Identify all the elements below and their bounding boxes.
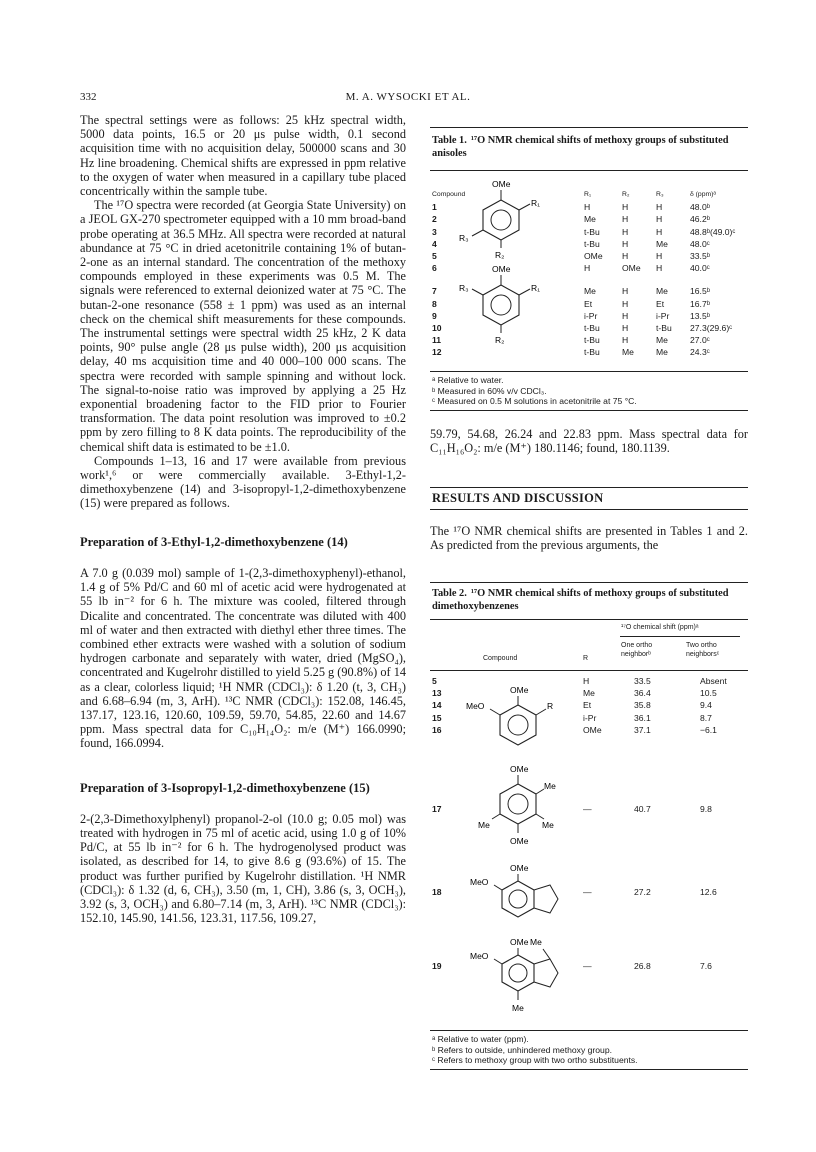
- r2-value: H: [622, 286, 629, 297]
- table-1-caption: [432, 135, 748, 160]
- r3-value: H: [656, 214, 663, 225]
- footnote-a: ᵃ Relative to water.: [432, 375, 504, 385]
- compound-number: 7: [432, 286, 437, 297]
- left-column: [80, 113, 406, 925]
- paragraph-results: The ¹⁷O NMR chemical shifts are presented in Tables 1 and 2. As predicted from the previous arguments, the: [430, 524, 748, 553]
- ome-label: OMe: [510, 937, 529, 947]
- r3-value: H: [656, 226, 663, 237]
- r1-value: t-Bu: [584, 335, 600, 346]
- shift-value: 40.0ᶜ: [690, 263, 710, 274]
- compound-number: 9: [432, 310, 437, 321]
- column-header-shift: δ (ppm)ᵃ: [690, 191, 716, 198]
- table-2-footnotes: [432, 1034, 748, 1066]
- two-ortho-value: 9.4: [700, 700, 712, 711]
- me-label: Me: [478, 820, 490, 830]
- r3-value: Me: [656, 286, 668, 297]
- r-value: —: [583, 887, 592, 897]
- table-2-label: Table 2.: [432, 588, 467, 599]
- compound-number: 8: [432, 298, 437, 309]
- shift-value: 48.0ᶜ: [690, 238, 710, 249]
- r-value: Et: [583, 700, 592, 711]
- table-2-structure-18: [460, 861, 580, 931]
- r-label: R: [547, 701, 554, 711]
- footnote-c: ᶜ Refers to methoxy group with two ortho substituents.: [432, 1055, 638, 1065]
- r1-label: R₁: [531, 283, 541, 293]
- table-2-super-rule: [620, 636, 740, 637]
- r3-value: t-Bu: [656, 323, 672, 334]
- r1-value: i-Pr: [584, 310, 598, 321]
- footnote-b: ᵇ Measured in 60% v/v CDCl₃.: [432, 385, 547, 396]
- compound-number: 19: [432, 961, 442, 971]
- r3-label: R₃: [459, 283, 469, 293]
- table-1-bottom-rule: [430, 371, 748, 372]
- r-value: Me: [583, 688, 595, 699]
- section-heading-prep-15: Preparation of 3-Isopropyl-1,2-dimethoxybenzene (15): [80, 780, 370, 795]
- shift-value: 48.8ᵇ(49.0)ᶜ: [690, 226, 736, 237]
- r-value: —: [583, 961, 592, 971]
- compound-number: 16: [432, 724, 442, 735]
- r2-value: H: [622, 323, 629, 334]
- two-ortho-value: 10.5: [700, 688, 717, 699]
- compound-number: 2: [432, 214, 437, 225]
- footnote-b: ᵇ Refers to outside, unhindered methoxy group.: [432, 1044, 612, 1055]
- table-2-end-rule: [430, 1069, 748, 1070]
- shift-value: 13.5ᵇ: [690, 310, 710, 321]
- r1-label: R₁: [531, 198, 541, 208]
- results-bottom-rule: [430, 509, 748, 510]
- table-2-top-rule: [430, 582, 748, 583]
- column-header-compound: Compound: [483, 655, 518, 662]
- paragraph-mass-spectral: 59.79, 54.68, 26.24 and 22.83 ppm. Mass spectral data for C₁₁H₁₆O₂: m/e (M⁺) 180.1146; found, 180.1139.: [430, 427, 748, 456]
- table-1-header-rule: [430, 170, 748, 171]
- r1-value: t-Bu: [584, 347, 600, 358]
- compound-number: 5: [432, 676, 437, 686]
- one-ortho-value: 26.8: [634, 961, 651, 971]
- me-label: Me: [542, 820, 554, 830]
- table-2-header-rule: [430, 670, 748, 671]
- table-1-end-rule: [430, 410, 748, 411]
- page-number: 332: [80, 91, 97, 103]
- shift-value: 46.2ᵇ: [690, 214, 710, 225]
- me-label: Me: [512, 1003, 524, 1013]
- paragraph-spectral-settings: The spectral settings were as follows: 25 kHz spectral width, 5000 data points, 16.5 or 20 μs pulse width, 0.1 second acquisition time with no acquisition delay, 500000 scans and 30 Hz line broadening. Chemical shifts are expressed in ppm relative to the oxygen of water when measured in a capillary tube placed concentrically within the sample tube.: [80, 113, 406, 199]
- paragraph-prep-15: 2-(2,3-Dimethoxylphenyl) propanol-2-ol (10.0 g; 0.05 mol) was treated with hydrogen in 75 ml of acetic acid, using 1.0 g of 10% Pd/C, at 55 lb in⁻² for 6 h. The hydrogenolysed product was isolated, as described for 14, to give 8.6 g (93.6%) of 15. The product was further purified by Kugelrohr distillation. ¹H NMR (CDCl₃): δ 1.32 (d, 6, CH₃), 3.50 (m, 1, CH), 3.86 (s, 3, OCH₃), 3.92 (s, 3, OCH₃) and 6.80–7.14 (m, 3, ArH). ¹³C NMR (CDCl₃): 152.10, 145.90, 141.56, 123.31, 117.56, 109.27,: [80, 811, 406, 926]
- compound-number: 11: [432, 335, 442, 346]
- paragraph-prep-14: A 7.0 g (0.039 mol) sample of 1-(2,3-dimethoxyphenyl)-ethanol, 1.4 g of 5% Pd/C and 60 ml of acetic acid were hydrogenated at 55 lb in⁻² for 6 h. The mixture was cooled, filtered through Dicalite and concentrated. The concentrate was diluted with 400 ml of water and then extracted with diethyl ether three times. The combined ether extracts were washed with a solution of sodium hydrogen carbonate and separately with water, dried (MgSO₄), concentrated and Kugelrohr distilled to yield 5.25 g (90.8%) of 14 as a clear, colorless liquid; ¹H NMR (CDCl₃): δ 1.20 (t, 3, CH₃) and 6.68–6.94 (m, 3, ArH). ¹³C NMR (CDCl₃): 152.08, 146.45, 137.17, 123.16, 120.60, 109.59, 59.70, 54.85, 22.60 and 14.67 ppm. Mass spectral data for C₁₀H₁₄O₂: m/e (M⁺) 166.0990; found, 166.0994.: [80, 565, 406, 751]
- results-section: [430, 487, 748, 552]
- r3-value: H: [656, 202, 663, 213]
- one-ortho-value: 27.2: [634, 887, 651, 897]
- table-2-caption: [432, 588, 748, 613]
- r2-value: H: [622, 214, 629, 225]
- shift-value: 16.7ᵇ: [690, 298, 710, 309]
- r1-value: H: [584, 202, 591, 213]
- one-ortho-value: 33.5: [634, 676, 651, 686]
- section-heading-prep-14: Preparation of 3-Ethyl-1,2-dimethoxybenzene (14): [80, 534, 348, 549]
- compound-number: 4: [432, 238, 437, 249]
- compound-number: 14: [432, 700, 442, 711]
- two-ortho-value: 7.6: [700, 961, 712, 971]
- compound-number: 13: [432, 688, 442, 699]
- r3-value: Me: [656, 238, 668, 249]
- r-value: —: [583, 804, 592, 814]
- r2-value: H: [622, 310, 629, 321]
- table-1-structure-anisole: [460, 175, 580, 265]
- r1-value: OMe: [584, 251, 603, 262]
- r2-value: H: [622, 298, 629, 309]
- compound-number: 1: [432, 202, 437, 213]
- meo-label: MeO: [470, 951, 489, 961]
- footnote-a: ᵃ Relative to water (ppm).: [432, 1034, 529, 1044]
- r2-value: Me: [622, 347, 634, 358]
- r-value: OMe: [583, 724, 602, 735]
- r2-value: H: [622, 226, 629, 237]
- table-2-structure-dimethoxybenzene: [460, 679, 580, 754]
- table-1-structure-hindered-anisole: [460, 260, 580, 350]
- r1-value: Et: [584, 298, 593, 309]
- me-label: Me: [544, 781, 556, 791]
- two-ortho-value: 12.6: [700, 887, 717, 897]
- table-1-top-rule: [430, 127, 748, 128]
- running-title: M. A. WYSOCKI ET AL.: [345, 91, 471, 103]
- r3-value: Et: [656, 298, 665, 309]
- r1-value: Me: [584, 286, 596, 297]
- r2-value: H: [622, 335, 629, 346]
- r1-value: t-Bu: [584, 238, 600, 249]
- column-header-two-ortho: Two ortho neighborsᶜ: [686, 642, 720, 658]
- r2-value: H: [622, 238, 629, 249]
- r3-label: R₃: [459, 233, 469, 243]
- meo-label: MeO: [466, 701, 485, 711]
- paragraph-17o-spectra: The ¹⁷O spectra were recorded (at Georgia State University) on a JEOL GX-270 spectrometer equipped with a 10 mm broad-band probe operating at 36.5 MHz. All spectra were recorded at natural abundance at 75 °C in dried acetonitrile containing 1% of butan-2-one as an internal standard. The concentration of the methoxy compounds employed in these experiments was 0.5 M. The signals were referenced to external deionized water at 75 °C. The butan-2-one resonance (558 ± 1 ppm) was used as an internal check on the chemical shift measurements for these compounds. The instrumental settings were spectral width 25 kHz, 2 K data points, 90° pulse angle (28 μs pulse width), 200 μs acquisition delay, 40 ms acquisition time and 40 000–100 000 scans. The spectra were recorded with sample spinning and without lock. The signal-to-noise ratio was improved by applying a 25 Hz exponential broadening factor to the FID prior to Fourier transformation. The data point resolution was improved to ±0.2 ppm by zero filling to 8 K data points. The reproducibility of the chemical shift data is estimated to be ±1.0.: [80, 198, 406, 454]
- shift-value: 27.3(29.6)ᶜ: [690, 323, 733, 334]
- shift-value: 48.0ᵇ: [690, 202, 710, 213]
- results-heading: RESULTS AND DISCUSSION: [432, 491, 604, 505]
- table-2-caption-text: ¹⁷O NMR chemical shifts of methoxy groups of substituted dimethoxybenzenes: [432, 588, 729, 612]
- compound-number: 5: [432, 251, 437, 262]
- compound-number: 3: [432, 226, 437, 237]
- r1-value: t-Bu: [584, 323, 600, 334]
- ome-label: OMe: [510, 764, 529, 774]
- one-ortho-value: 36.4: [634, 688, 651, 699]
- compound-number: 6: [432, 263, 437, 274]
- r3-value: Me: [656, 347, 668, 358]
- r2-value: OMe: [622, 263, 641, 274]
- compound-number: 10: [432, 323, 442, 334]
- meo-label: MeO: [470, 877, 489, 887]
- r3-value: H: [656, 251, 663, 262]
- one-ortho-value: 35.8: [634, 700, 651, 711]
- two-ortho-value: Absent: [700, 676, 727, 686]
- table-1-label: Table 1.: [432, 135, 467, 146]
- compound-number: 18: [432, 887, 442, 897]
- r2-label: R₂: [495, 335, 505, 345]
- shift-value: 33.5ᵇ: [690, 251, 710, 262]
- footnote-c: ᶜ Measured on 0.5 M solutions in acetonitrile at 75 °C.: [432, 396, 637, 406]
- column-header-r1: R₁: [584, 191, 592, 198]
- column-header-one-ortho: One ortho neighborᵇ: [621, 642, 653, 658]
- ome-label: OMe: [492, 264, 511, 274]
- two-ortho-value: 9.8: [700, 804, 712, 814]
- compound-number: 15: [432, 712, 442, 723]
- r2-value: H: [622, 251, 629, 262]
- column-header-r3: R₃: [656, 191, 664, 198]
- table-2-caption-rule: [430, 619, 748, 620]
- paragraph-compounds: Compounds 1–13, 16 and 17 were available from previous work¹,⁶ or were commercially available. 3-Ethyl-1,2-dimethoxybenzene (14) and 3-isopropyl-1,2-dimethoxybenzene (15) were prepared as follows.: [80, 453, 406, 511]
- column-header-compound: Compound: [432, 191, 466, 198]
- right-column-continuation: [430, 427, 748, 455]
- r1-value: Me: [584, 214, 596, 225]
- column-header-r: R: [583, 655, 589, 662]
- two-ortho-value: −6.1: [700, 724, 717, 735]
- shift-value: 16.5ᵇ: [690, 286, 710, 297]
- shift-value: 27.0ᶜ: [690, 335, 710, 346]
- compound-number: 12: [432, 347, 442, 358]
- ome-label: OMe: [510, 685, 529, 695]
- r2-value: H: [622, 202, 629, 213]
- table-1-footnotes: [432, 375, 748, 407]
- ome-label: OMe: [510, 863, 529, 873]
- table-2-structure-17: [460, 762, 580, 857]
- ome-label: OMe: [492, 179, 511, 189]
- r1-value: H: [584, 263, 591, 274]
- two-ortho-value: 8.7: [700, 712, 712, 723]
- shift-value: 24.3ᶜ: [690, 347, 710, 358]
- ome-label: OMe: [510, 836, 529, 846]
- one-ortho-value: 36.1: [634, 712, 651, 723]
- table-2-super-header: ¹⁷O chemical shift (ppm)ᵃ: [621, 624, 699, 631]
- r3-value: H: [656, 263, 663, 274]
- r-value: i-Pr: [583, 712, 597, 723]
- one-ortho-value: 40.7: [634, 804, 651, 814]
- table-1-caption-text: ¹⁷O NMR chemical shifts of methoxy groups of substituted anisoles: [432, 135, 729, 159]
- r3-value: Me: [656, 335, 668, 346]
- r3-value: i-Pr: [656, 310, 670, 321]
- r1-value: t-Bu: [584, 226, 600, 237]
- r-value: H: [583, 676, 590, 686]
- me-label: Me: [530, 937, 542, 947]
- one-ortho-value: 37.1: [634, 724, 651, 735]
- table-2-bottom-rule: [430, 1030, 748, 1031]
- table-2-structure-19: [460, 935, 580, 1025]
- column-header-r2: R₂: [622, 191, 630, 198]
- r2-label: R₂: [495, 250, 505, 260]
- compound-number: 17: [432, 804, 442, 814]
